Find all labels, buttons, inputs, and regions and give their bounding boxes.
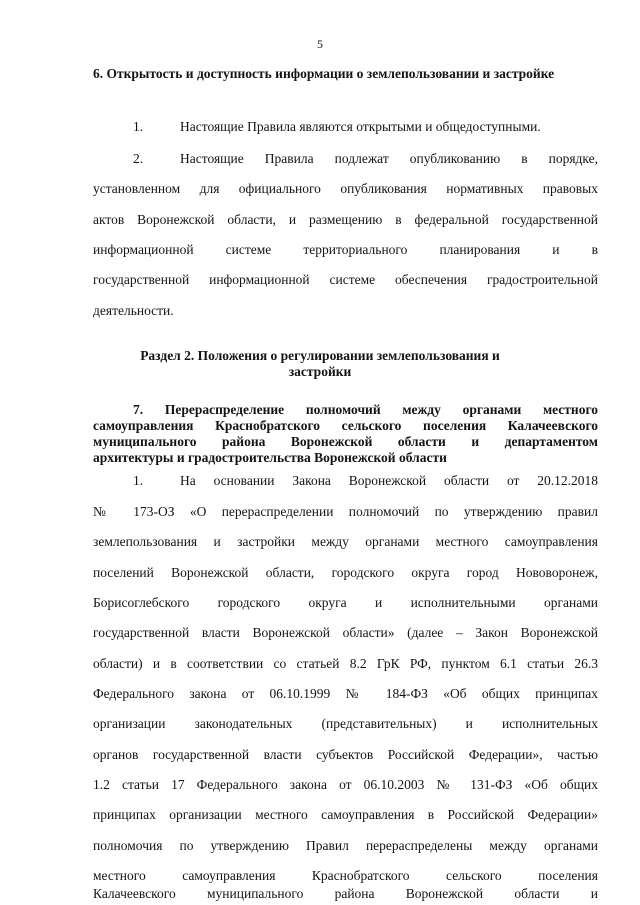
paragraph-text: На основании Закона Воронежской области от 20.12.2018 (180, 473, 598, 488)
section-7-paragraph-1-line-6: государственной власти Воронежской области» (далее – Закон Воронежской (93, 625, 598, 640)
paragraph-number: 2. (133, 151, 144, 166)
part-2-heading (60, 348, 580, 380)
paragraph-text: Настоящие Правила являются открытыми и общедоступными. (180, 119, 541, 134)
section-6-paragraph-2-line-2: установленном для официального опубликования нормативных правовых (93, 181, 598, 196)
section-7-paragraph-1-line-1 (93, 472, 598, 490)
section-6-paragraph-2-line-4: информационной системе территориального планирования и в (93, 242, 598, 257)
section-7-paragraph-1-line-10: органов государственной власти субъектов Российской Федерации», частью (93, 747, 598, 762)
section-7-paragraph-1-line-7: области) и в соответствии со статьей 8.2 ГрК РФ, пунктом 6.1 статьи 26.3 (93, 656, 598, 671)
section-6-paragraph-2-line-1 (93, 150, 598, 168)
paragraph-text: Настоящие Правила подлежат опубликованию в порядке, (180, 151, 598, 166)
section-7-paragraph-1-line-3: землепользования и застройки между органами местного самоуправления (93, 534, 598, 549)
section-7-paragraph-1-line-13: полномочия по утверждению Правил перераспределены между органами (93, 838, 598, 853)
section-6-paragraph-2-line-3: актов Воронежской области, и размещению в федеральной государственной (93, 212, 598, 227)
section-7-paragraph-1-line-4: поселений Воронежской области, городского округа город Нововоронеж, (93, 565, 598, 580)
section-7-heading-line-4: архитектуры и градостроительства Воронежской области (93, 450, 447, 465)
section-6-heading (93, 66, 598, 82)
section-7-paragraph-1-line-15: Калачеевского муниципального района Воронежской области и (93, 886, 598, 901)
section-7-paragraph-1-line-5: Борисоглебского городского округа и исполнительными органами (93, 595, 598, 610)
section-7-heading (93, 402, 598, 466)
section-7-heading-line-2: самоуправления Краснобратского сельского поселения Калачеевского (93, 418, 598, 433)
part-2-heading-line-2: застройки (288, 364, 352, 379)
section-6-paragraph-2-line-5: государственной информационной системе обеспечения градостроительной (93, 272, 598, 287)
section-7-heading-line-1: 7. Перераспределение полномочий между органами местного (133, 402, 598, 417)
section-7-paragraph-1-line-9: организации законодательных (представительных) и исполнительных (93, 716, 598, 731)
part-2-heading-line-1: Раздел 2. Положения о регулировании землепользования и (140, 348, 500, 363)
section-7-heading-line-3: муниципального района Воронежской области и департаментом (93, 434, 598, 449)
section-7-paragraph-1-line-8: Федерального закона от 06.10.1999 № 184-ФЗ «Об общих принципах (93, 686, 598, 701)
section-6-paragraph-1 (93, 118, 598, 136)
section-7-paragraph-1-line-14: местного самоуправления Краснобратского сельского поселения (93, 868, 598, 883)
page-number: 5 (317, 37, 323, 51)
section-7-paragraph-1-line-12: принципах организации местного самоуправления в Российской Федерации» (93, 807, 598, 822)
section-6-paragraph-2-line-6: деятельности. (93, 303, 174, 318)
section-7-paragraph-1-line-2: № 173-ОЗ «О перераспределении полномочий по утверждению правил (93, 504, 598, 519)
section-6-heading-text: 6. Открытость и доступность информации о землепользовании и застройке (93, 66, 555, 81)
paragraph-number: 1. (133, 473, 144, 488)
paragraph-number: 1. (133, 119, 144, 134)
section-7-paragraph-1-line-11: 1.2 статьи 17 Федерального закона от 06.10.2003 № 131-ФЗ «Об общих (93, 777, 598, 792)
